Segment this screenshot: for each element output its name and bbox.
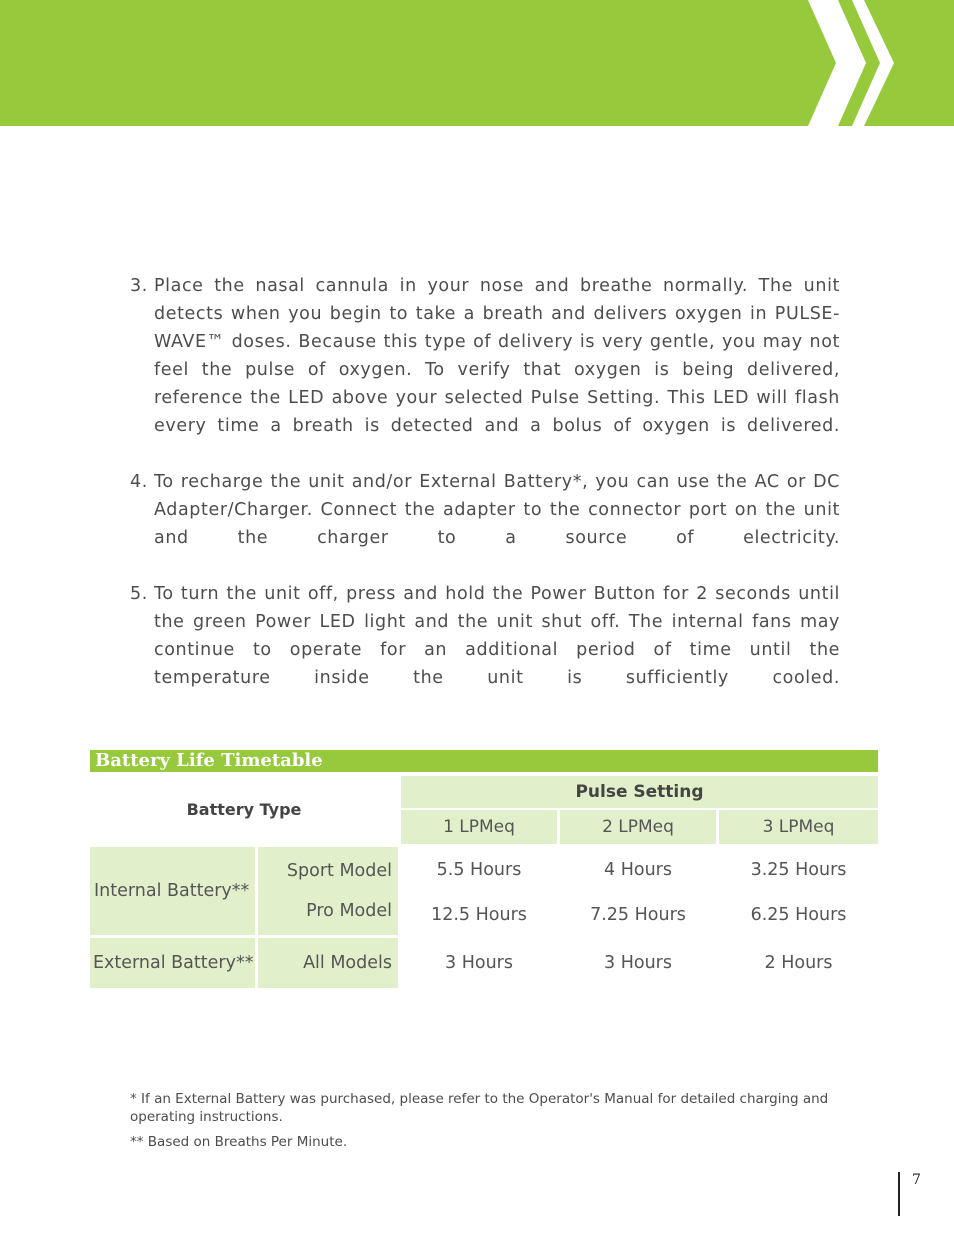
table-title: Battery Life Timetable: [90, 750, 878, 772]
instruction-steps: [130, 272, 840, 720]
all-models-label: All Models: [258, 938, 398, 988]
table-cell: 3 Hours: [445, 953, 513, 973]
footnote-external-battery: * If an External Battery was purchased, please refer to the Operator's Manual for detailed charging and operating instructions.: [130, 1091, 829, 1125]
page-number: 7: [912, 1172, 921, 1188]
external-battery-label: External Battery**: [90, 938, 255, 988]
setting-3-header: 3 LPMeq: [719, 810, 878, 844]
pulse-setting-header: Pulse Setting: [401, 776, 878, 808]
table-cell: 5.5 Hours: [436, 860, 522, 880]
setting-2-header: 2 LPMeq: [560, 810, 716, 844]
chevron-right-icon: [800, 0, 910, 126]
table-cell: 6.25 Hours: [750, 905, 847, 925]
footnote-breaths: ** Based on Breaths Per Minute.: [130, 1134, 348, 1150]
footnotes: [130, 1090, 850, 1158]
internal-battery-label: Internal Battery**: [90, 847, 255, 935]
sport-model-label: Sport Model: [286, 861, 392, 881]
page-number-rule: [898, 1172, 900, 1216]
table-cell: 4 Hours: [604, 860, 672, 880]
table-cell: 3 Hours: [604, 953, 672, 973]
step-4: 4. To recharge the unit and/or External Battery*, you can use the AC or DC Adapter/Charger. Connect the adapter to the connector port on the unit and the charger to a source of electricity.: [130, 472, 840, 548]
table-cell: 7.25 Hours: [590, 905, 686, 925]
battery-type-header: Battery Type: [186, 799, 302, 819]
setting-1-header: 1 LPMeq: [401, 810, 557, 844]
pro-model-label: Pro Model: [306, 901, 392, 921]
step-5: 5. To turn the unit off, press and hold the Power Button for 2 seconds until the green Power LED light and the unit shut off. The internal fans may continue to operate for an additional period of time until the temperature inside the unit is sufficiently cooled.: [130, 584, 840, 688]
table-cell: 3.25 Hours: [750, 860, 847, 880]
table-cell: 12.5 Hours: [431, 905, 527, 925]
step-3: 3. Place the nasal cannula in your nose and breathe normally. The unit detects when you begin to take a breath and delivers oxygen in PULSE-WAVE™ doses. Because this type of delivery is very gentle, you may not feel the pulse of oxygen. To verify that oxygen is being delivered, reference the LED above your selected Pulse Setting. This LED will flash every time a breath is detected and a bolus of oxygen is delivered.: [130, 276, 840, 436]
table-cell: 2 Hours: [764, 953, 833, 973]
